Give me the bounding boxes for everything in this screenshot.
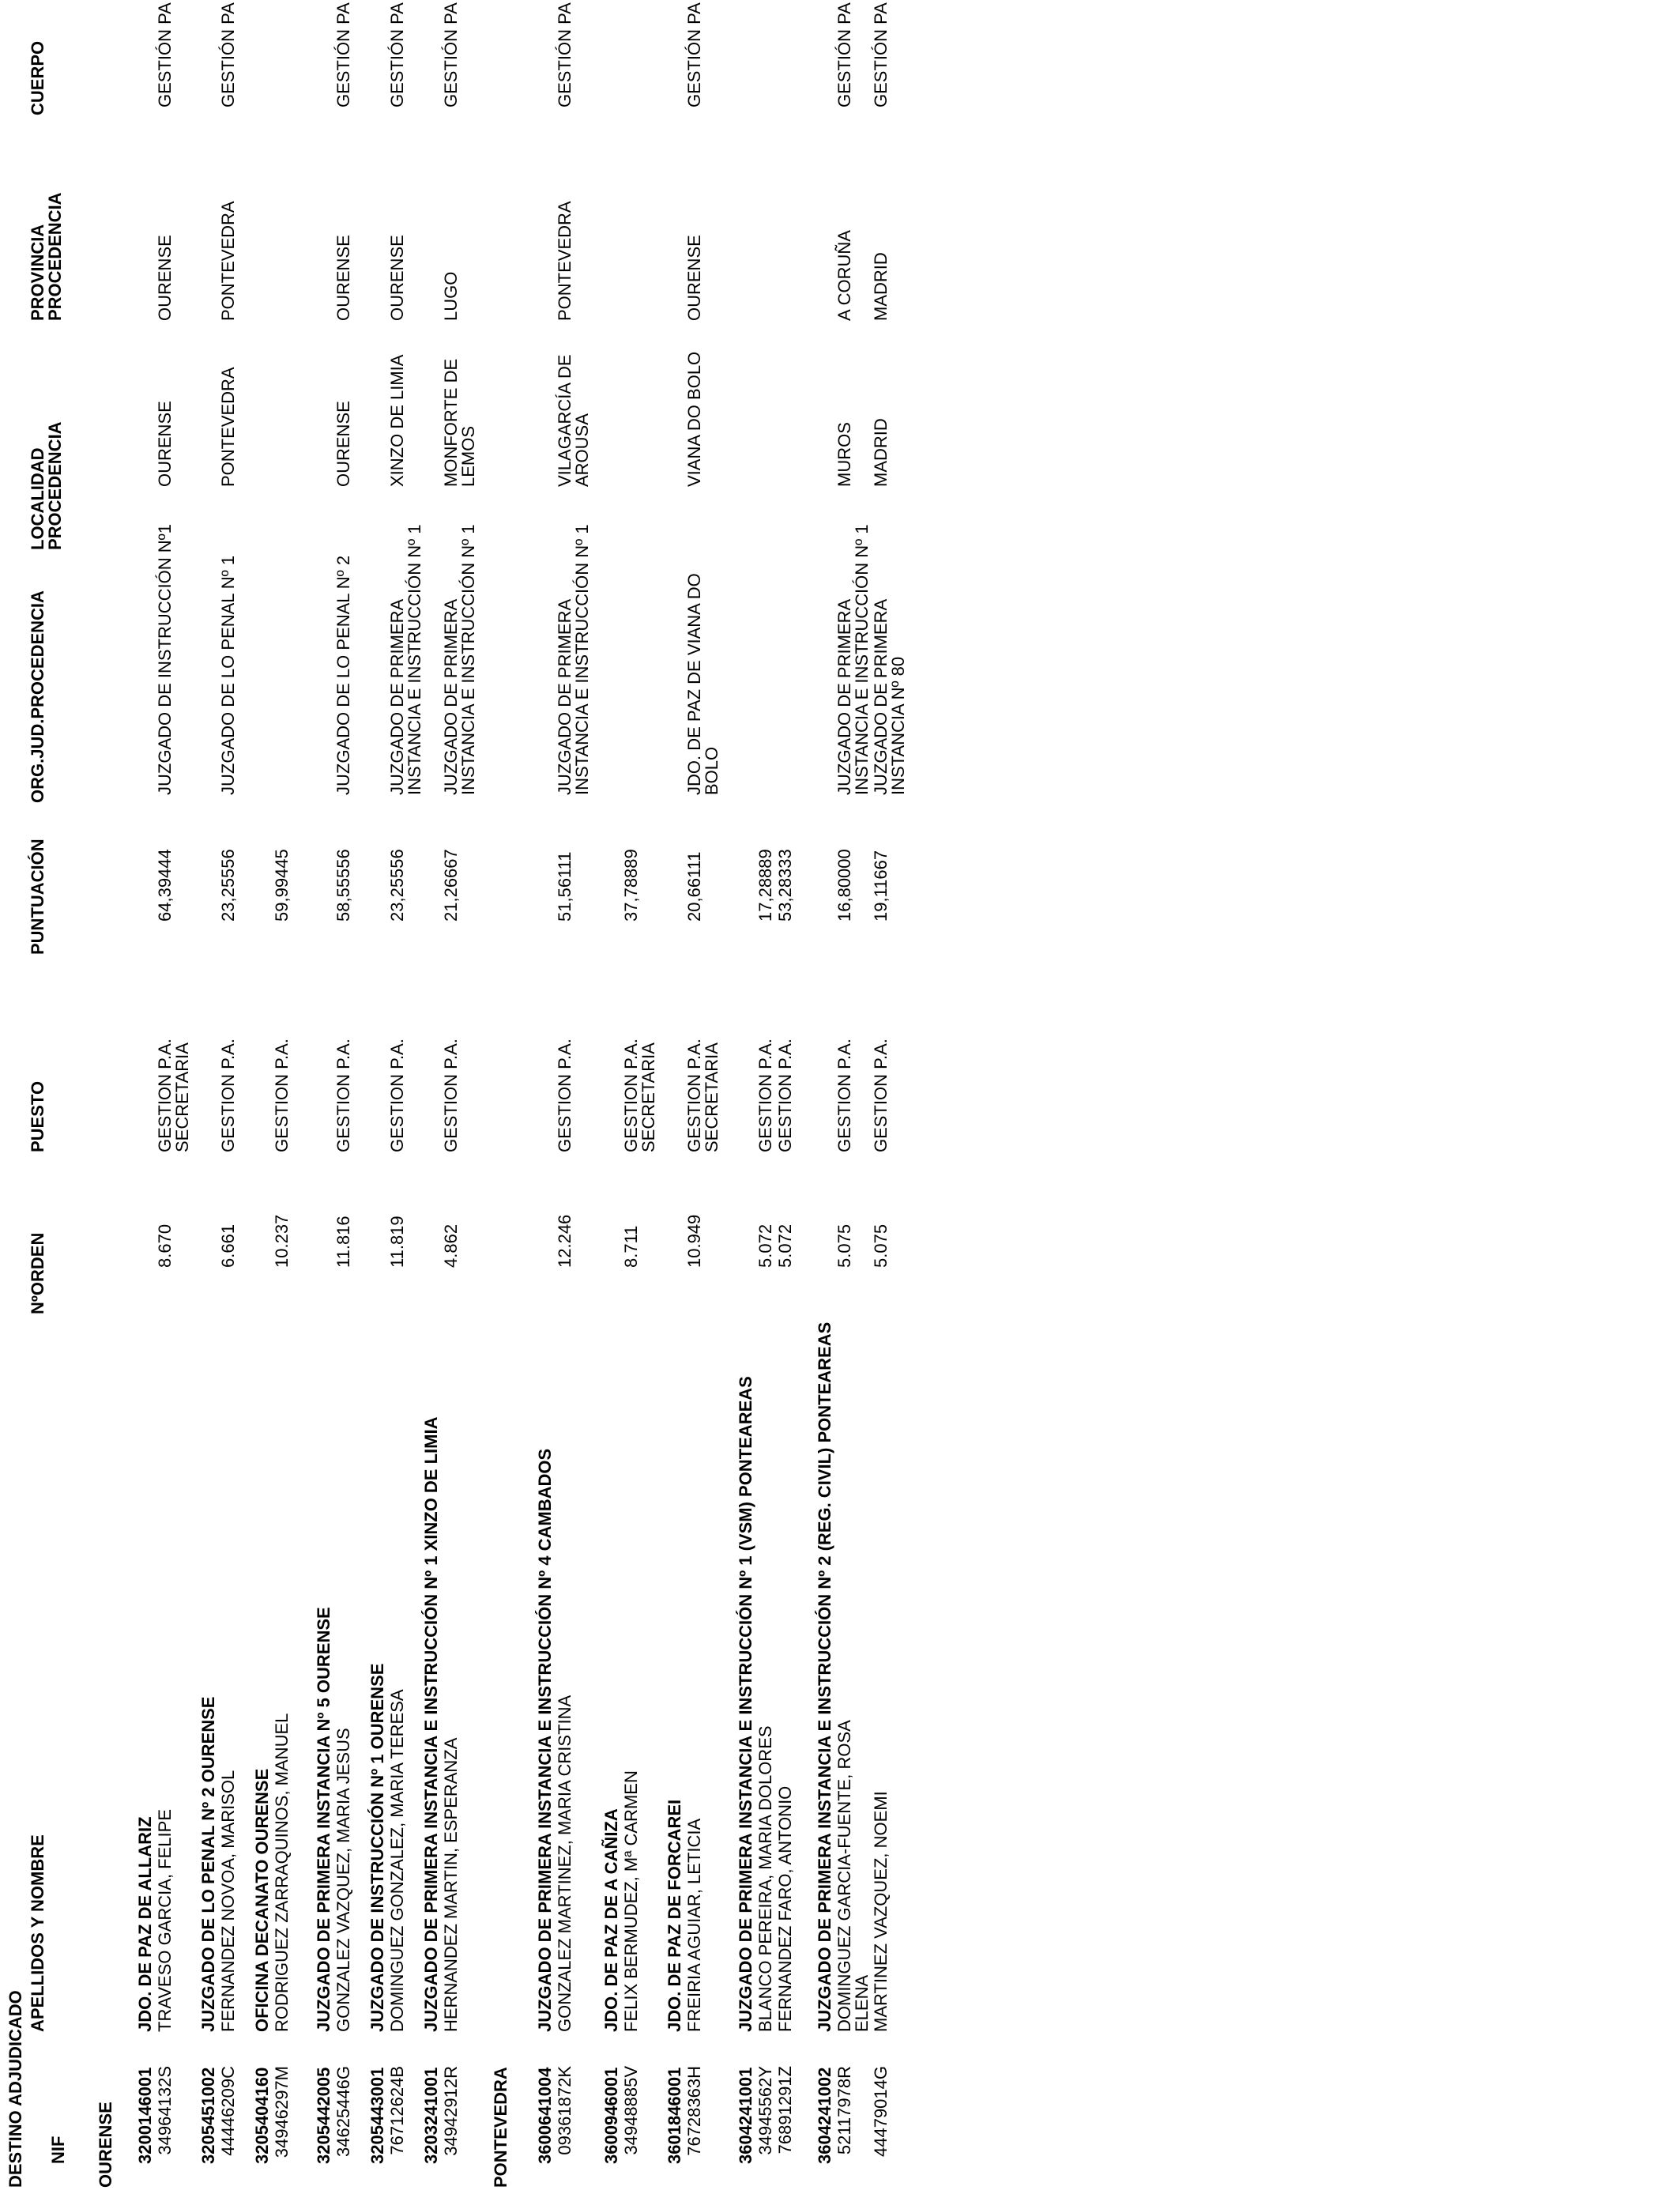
puesto-cell: SECRETARIA — [638, 1042, 658, 1152]
puesto-cell: GESTION P.A. — [218, 1039, 238, 1152]
localidad-cell: MADRID — [871, 418, 891, 487]
nif-cell: 76712624B — [387, 2066, 407, 2155]
puesto-cell: SECRETARIA — [702, 1042, 721, 1152]
org-cell: JUZGADO DE INSTRUCCIÓN Nº1 — [155, 524, 175, 795]
cuerpo-cell: GESTIÓN PA — [387, 2, 407, 107]
province-label: OURENSE — [96, 2102, 115, 2188]
puntuacion-cell: 58,55556 — [333, 849, 353, 922]
destino-name: JUZGADO DE PRIMERA INSTANCIA E INSTRUCCIÓN Nº 4 CAMBADOS — [535, 1448, 555, 2032]
org-cell: JUZGADO DE PRIMERA — [555, 598, 574, 795]
nif-cell: 44479014G — [871, 2066, 891, 2157]
puntuacion-cell: 17,28889 — [755, 849, 775, 922]
destino-name: JUZGADO DE PRIMERA INSTANCIA E INSTRUCCIÓN Nº 1 XINZO DE LIMIA — [421, 1416, 441, 2032]
provincia-cell: PONTEVEDRA — [555, 201, 574, 321]
cuerpo-cell: GESTIÓN PA — [333, 2, 353, 107]
org-cell: INSTANCIA Nº 80 — [888, 656, 908, 795]
destino-name: JDO. DE PAZ DE FORCAREI — [665, 1799, 684, 2032]
puesto-cell: GESTION P.A. — [684, 1039, 704, 1152]
org-cell: JDO. DE PAZ DE VIANA DO — [684, 573, 704, 795]
nif-cell: 44446209C — [218, 2066, 238, 2156]
orden-cell: 8.711 — [621, 1225, 641, 1268]
localidad-cell: OURENSE — [155, 401, 175, 487]
destino-code: 3203241001 — [421, 2067, 441, 2164]
destino-code: 3205404160 — [252, 2067, 272, 2164]
orden-cell: 10.949 — [684, 1214, 704, 1268]
localidad-cell: PONTEVEDRA — [218, 367, 238, 487]
nombre-cell: GONZALEZ MARTINEZ, MARIA CRISTINA — [555, 1695, 574, 2032]
orden-cell: 5.072 — [775, 1223, 795, 1268]
nif-cell: 34942912R — [441, 2066, 461, 2156]
cuerpo-cell: GESTIÓN PA — [834, 2, 854, 107]
localidad-cell: OURENSE — [333, 401, 353, 487]
puntuacion-cell: 51,56111 — [555, 851, 574, 922]
puesto-cell: GESTION P.A. — [621, 1039, 641, 1152]
org-cell: INSTANCIA E INSTRUCCIÓN Nº 1 — [852, 524, 872, 795]
orden-cell: 12.246 — [555, 1214, 574, 1268]
destino-name: JUZGADO DE PRIMERA INSTANCIA Nº 5 OURENSE — [314, 1607, 333, 2032]
destino-code: 3205443001 — [367, 2067, 387, 2164]
destino-code: 3600946001 — [601, 2067, 621, 2164]
puesto-cell: GESTION P.A. — [155, 1039, 175, 1152]
provincia-cell: PONTEVEDRA — [218, 201, 238, 321]
nif-cell: 76891291Z — [775, 2066, 795, 2154]
org-cell: JUZGADO DE LO PENAL Nº 2 — [333, 555, 353, 795]
localidad-header: PROCEDENCIA — [45, 421, 65, 550]
destino-header: DESTINO ADJUDICADO — [6, 1990, 25, 2188]
destino-code: 3200146001 — [135, 2067, 155, 2164]
nif-cell: 34946297M — [272, 2066, 292, 2158]
localidad-cell: AROUSA — [572, 413, 592, 487]
destino-code: 3205442005 — [314, 2067, 333, 2164]
provincia-header: PROCEDENCIA — [45, 192, 65, 321]
destino-code: 3205451002 — [198, 2067, 218, 2164]
orden-cell: 4.862 — [441, 1223, 461, 1268]
puntuacion-cell: 19,11667 — [871, 850, 891, 922]
norden-header: NºORDEN — [28, 1232, 47, 1314]
puesto-cell: GESTION P.A. — [755, 1039, 775, 1152]
org-cell: INSTANCIA E INSTRUCCIÓN Nº 1 — [458, 524, 478, 795]
puesto-cell: GESTION P.A. — [871, 1039, 891, 1152]
puesto-cell: GESTION P.A. — [834, 1039, 854, 1152]
orden-cell: 11.816 — [333, 1216, 353, 1268]
localidad-header: LOCALIDAD — [28, 447, 47, 550]
puesto-cell: GESTION P.A. — [387, 1039, 407, 1152]
destino-name: JUZGADO DE INSTRUCCIÓN Nº 1 OURENSE — [367, 1663, 387, 2032]
destino-code: 3604241002 — [815, 2067, 834, 2164]
nif-cell: 09361872K — [555, 2066, 574, 2155]
nif-cell: 76728363H — [684, 2066, 704, 2156]
nombre-cell: GONZALEZ VAZQUEZ, MARIA JESUS — [333, 1728, 353, 2032]
org-cell: JUZGADO DE PRIMERA — [441, 598, 461, 795]
puntuacion-cell: 16,80000 — [834, 849, 854, 922]
nif-header: NIF — [48, 2136, 68, 2164]
orden-cell: 5.075 — [834, 1223, 854, 1268]
destino-code: 3604241001 — [736, 2067, 755, 2164]
puntuacion-cell: 64,39444 — [155, 849, 175, 922]
puntuacion-header: PUNTUACIÓN — [28, 839, 47, 955]
destino-code: 3600641004 — [535, 2067, 555, 2164]
nombre-cell: FERNANDEZ FARO, ANTONIO — [775, 1785, 795, 2032]
provincia-cell: OURENSE — [155, 235, 175, 321]
provincia-cell: LUGO — [441, 271, 461, 321]
puntuacion-cell: 23,25556 — [218, 849, 238, 922]
orden-cell: 5.075 — [871, 1223, 891, 1268]
puesto-cell: GESTION P.A. — [441, 1039, 461, 1152]
cuerpo-cell: GESTIÓN PA — [218, 2, 238, 107]
cuerpo-cell: GESTIÓN PA — [684, 2, 704, 107]
cuerpo-cell: GESTIÓN PA — [555, 2, 574, 107]
puntuacion-cell: 23,25556 — [387, 849, 407, 922]
destino-name: JUZGADO DE LO PENAL Nº 2 OURENSE — [198, 1696, 218, 2032]
provincia-cell: OURENSE — [333, 235, 353, 321]
destino-code: 3601846001 — [665, 2067, 684, 2164]
nif-cell: 34625446G — [333, 2066, 353, 2157]
nif-cell: 34945562Y — [755, 2066, 775, 2155]
puesto-cell: GESTION P.A. — [555, 1039, 574, 1152]
province-label: PONTEVEDRA — [491, 2067, 510, 2188]
nombre-cell: BLANCO PEREIRA, MARIA DOLORES — [755, 1725, 775, 2032]
cuerpo-cell: GESTIÓN PA — [871, 2, 891, 107]
org-cell: INSTANCIA E INSTRUCCIÓN Nº 1 — [405, 524, 424, 795]
orden-cell: 5.072 — [755, 1223, 775, 1268]
puntuacion-cell: 20,66111 — [684, 851, 704, 922]
nombre-cell: RODRIGUEZ ZARRAQUINOS, MANUEL — [272, 1713, 292, 2032]
puesto-cell: SECRETARIA — [172, 1042, 192, 1152]
nombre-cell: HERNANDEZ MARTIN, ESPERANZA — [441, 1737, 461, 2032]
puesto-cell: GESTION P.A. — [272, 1039, 292, 1152]
localidad-cell: VILAGARCÍA DE — [555, 354, 574, 487]
org-cell: JUZGADO DE PRIMERA — [871, 598, 891, 795]
destino-name: JUZGADO DE PRIMERA INSTANCIA E INSTRUCCIÓN Nº 1 (VSM) PONTEAREAS — [736, 1376, 755, 2032]
cuerpo-cell: GESTIÓN PA — [155, 2, 175, 107]
cuerpo-cell: GESTIÓN PA — [441, 2, 461, 107]
nombre-cell: DOMINGUEZ GONZALEZ, MARIA TERESA — [387, 1689, 407, 2032]
nombre-cell: MARTINEZ VAZQUEZ, NOEMI — [871, 1791, 891, 2032]
destino-name: OFICINA DECANATO OURENSE — [252, 1768, 272, 2032]
provincia-cell: OURENSE — [684, 235, 704, 321]
orden-cell: 8.670 — [155, 1223, 175, 1268]
org-header: ORG.JUD.PROCEDENCIA — [28, 590, 47, 803]
localidad-cell: XINZO DE LIMIA — [387, 354, 407, 487]
nombre-header: APELLIDOS Y NOMBRE — [28, 1834, 47, 2032]
destino-name: JDO. DE PAZ DE A CAÑIZA — [601, 1808, 621, 2032]
orden-cell: 11.819 — [387, 1216, 407, 1268]
destino-name: JDO. DE PAZ DE ALLARIZ — [135, 1816, 155, 2032]
nif-cell: 34964132S — [155, 2066, 175, 2155]
orden-cell: 10.237 — [272, 1214, 292, 1268]
localidad-cell: LEMOS — [458, 425, 478, 487]
nombre-cell: DOMINGUEZ GARCIA-FUENTE, ROSA — [834, 1720, 854, 2032]
org-cell: INSTANCIA E INSTRUCCIÓN Nº 1 — [572, 524, 592, 795]
nombre-cell: FERNANDEZ NOVOA, MARISOL — [218, 1770, 238, 2032]
nombre-cell: TRAVESO GARCIA, FELIPE — [155, 1809, 175, 2032]
puesto-cell: GESTION P.A. — [775, 1039, 795, 1152]
puntuacion-cell: 21,26667 — [441, 849, 461, 922]
puntuacion-cell: 59,99445 — [272, 849, 292, 922]
cuerpo-header: CUERPO — [28, 40, 47, 115]
localidad-cell: MONFORTE DE — [441, 358, 461, 487]
puesto-header: PUESTO — [28, 1080, 47, 1152]
puesto-cell: GESTION P.A. — [333, 1039, 353, 1152]
nif-cell: 34948885V — [621, 2066, 641, 2155]
localidad-cell: VIANA DO BOLO — [684, 351, 704, 487]
provincia-cell: OURENSE — [387, 235, 407, 321]
destino-name: JUZGADO DE PRIMERA INSTANCIA E INSTRUCCIÓN Nº 2 (REG. CIVIL) PONTEAREAS — [815, 1321, 834, 2032]
provincia-cell: MADRID — [871, 252, 891, 321]
org-cell: JUZGADO DE PRIMERA — [834, 598, 854, 795]
localidad-cell: MUROS — [834, 422, 854, 487]
orden-cell: 6.661 — [218, 1223, 238, 1268]
org-cell: JUZGADO DE PRIMERA — [387, 598, 407, 795]
nif-cell: 52117978R — [834, 2066, 854, 2155]
nombre-cell: ELENA — [852, 1974, 872, 2032]
puntuacion-cell: 37,78889 — [621, 849, 641, 922]
org-cell: BOLO — [702, 746, 721, 795]
provincia-cell: A CORUÑA — [834, 230, 854, 321]
provincia-header: PROVINCIA — [28, 224, 47, 321]
org-cell: JUZGADO DE LO PENAL Nº 1 — [218, 555, 238, 795]
nombre-cell: FELIX BERMUDEZ, Mª CARMEN — [621, 1770, 641, 2032]
nombre-cell: FREIRIA AGUIAR, LETICIA — [684, 1818, 704, 2032]
puntuacion-cell: 53,28333 — [775, 849, 795, 922]
